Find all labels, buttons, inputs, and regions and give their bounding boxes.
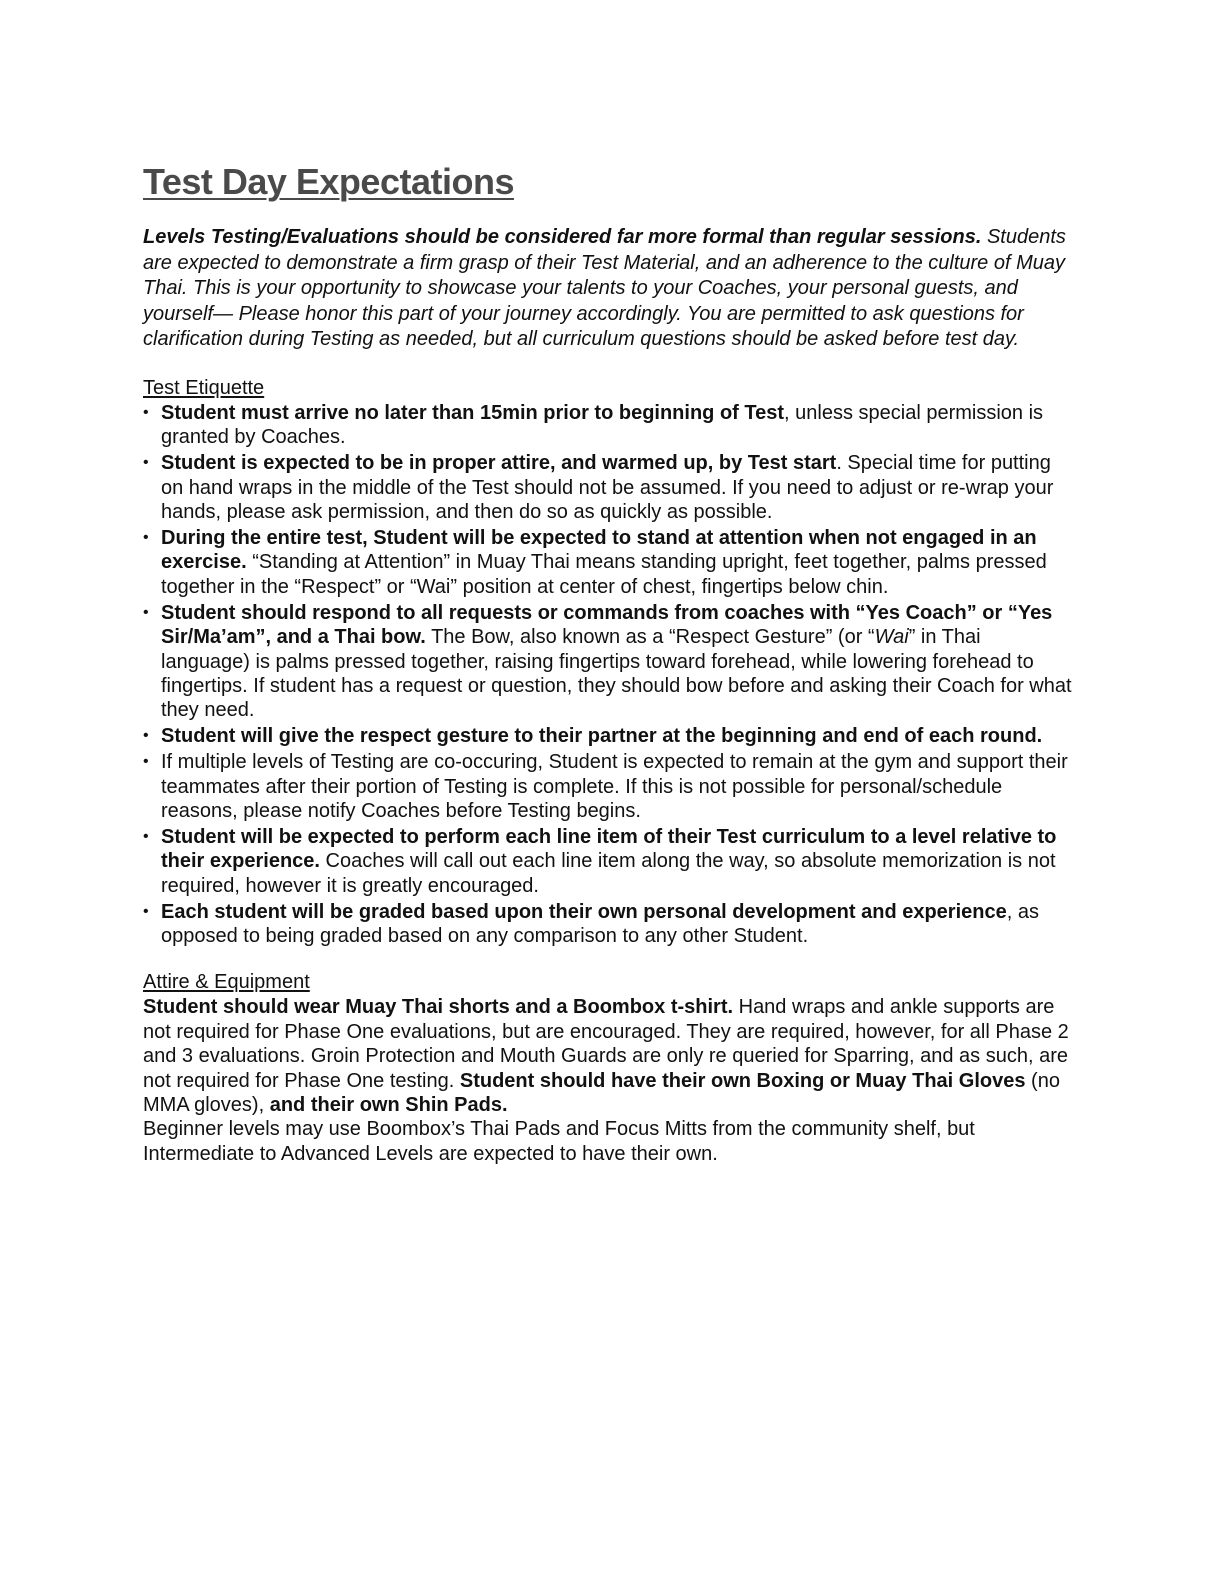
list-item-text: , unless special permission is granted by Coaches. [161,401,1044,449]
list-item-italic: Wai [874,626,909,649]
list-item-bold: Student must arrive no later than 15min prior to beginning of Test [161,401,785,424]
list-item-text: , as opposed to being graded based on any comparison to any other Student. [161,900,1039,947]
list-item-bold: Student should respond to all requests or commands from coaches with “Yes Coach” or “Yes Sir/Ma’am”, and a Thai bow. [161,601,1053,649]
bullet-icon: • [143,403,149,421]
intro-paragraph [143,225,1073,353]
list-item [143,451,1073,524]
bullet-icon: • [143,753,149,771]
page-title: Test Day Expectations [143,161,514,202]
section-heading-etiquette: Test Etiquette [143,376,265,399]
section-heading-attire: Attire & Equipment [143,971,310,994]
list-item-bold: Student is expected to be in proper attire, and warmed up, by Test start [161,452,837,475]
list-item-text: ” in Thai language) is palms pressed together, raising fingertips toward forehead, while lowering forehead to fingertips. If student has a request or question, they should bow before and asking their Coach for what they need. [161,626,1072,722]
list-item-text: . Special time for putting on hand wraps in the middle of the Test should not be assumed. If you need to adjust or re-wrap your hands, please ask permission, and then do so as quickly as possible. [161,452,1054,524]
attire-text: Hand wraps and ankle supports are not required for Phase One evaluations, but are encouraged. They are required, however, for all Phase 2 and 3 evaluations. Groin Protection and Mouth Guards are only re queried for Sparring, and as such, are not required for Phase One testing. [143,996,1069,1092]
bullet-icon: • [143,529,149,546]
document-page [143,160,1073,1166]
attire-bold-gloves: Student should have their own Boxing or Muay Thai Gloves [459,1069,1026,1092]
attire-text: (no MMA gloves), [143,1069,1060,1117]
list-item-bold: Student will give the respect gesture to their partner at the beginning and end of each round. [161,725,1043,748]
list-item-bold: Each student will be graded based upon their own personal development and experience [161,900,1007,923]
bullet-icon: • [143,603,149,621]
list-item [143,900,1073,949]
list-item-text: If multiple levels of Testing are co-occuring, Student is expected to remain at the gym and support their teammates after their portion of Testing is complete. If this is not possible for personal/schedule reasons, please notify Coaches before Testing begins. [161,751,1068,822]
attire-bold-shin-pads: and their own Shin Pads. [269,1094,508,1117]
attire-paragraph [143,995,1073,1166]
etiquette-list [143,401,1073,948]
list-item [143,724,1073,748]
list-item [143,401,1073,450]
list-item-text: The Bow, also known as a “Respect Gesture” (or “ [425,626,875,649]
intro-body: Students are expected to demonstrate a firm grasp of their Test Material, and an adherence to the culture of Muay Thai. This is your opportunity to showcase your talents to your Coaches, your personal guests, and yourself— Please honor this part of your journey accordingly. You are permitted to ask questions for clarification during Testing as needed, but all curriculum questions should be asked before test day. [143,226,1066,351]
intro-bold-lead: Levels Testing/Evaluations should be considered far more formal than regular sessions. [143,226,982,248]
bullet-icon: • [143,454,149,472]
list-item [143,750,1073,823]
bullet-icon: • [143,727,149,745]
bullet-icon: • [143,902,149,920]
list-item [143,825,1073,898]
list-item-bold: During the entire test, Student will be expected to stand at attention when not engaged in an exercise. [161,527,1037,574]
list-item-text: “Standing at Attention” in Muay Thai means standing upright, feet together, palms pressed together in the “Respect” or “Wai” position at center of chest, fingertips below chin. [161,551,1047,598]
list-item-text: Coaches will call out each line item along the way, so absolute memorization is not required, however it is greatly encouraged. [161,850,1056,897]
attire-text-final: Beginner levels may use Boombox’s Thai Pads and Focus Mitts from the community shelf, but Intermediate to Advanced Levels are expected to have their own. [143,1118,975,1165]
bullet-icon: • [143,827,149,845]
attire-bold-lead: Student should wear Muay Thai shorts and a Boombox t-shirt. [143,996,734,1019]
list-item-bold: Student will be expected to perform each line item of their Test curriculum to a level relative to their experience. [161,825,1057,873]
list-item [143,601,1073,723]
list-item [143,526,1073,599]
